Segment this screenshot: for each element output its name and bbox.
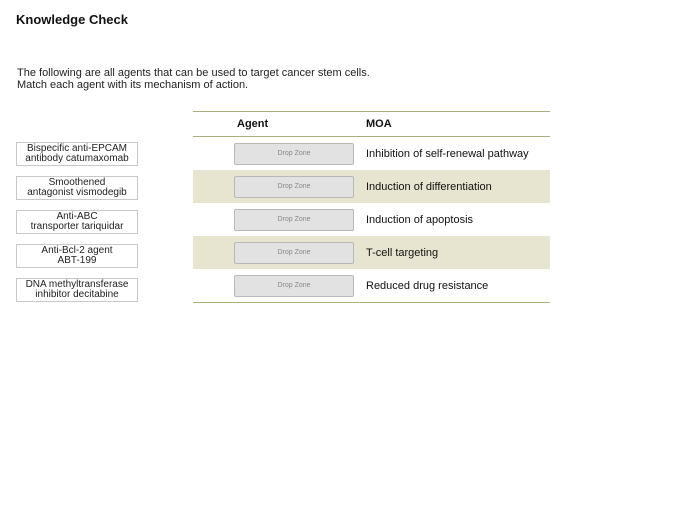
moa-label: Induction of differentiation	[366, 180, 492, 193]
moa-label: Inhibition of self-renewal pathway	[366, 147, 529, 160]
instructions-line-2: Match each agent with its mechanism of action.	[17, 79, 249, 91]
table-row	[193, 203, 550, 236]
agent-card-catumaxomab[interactable]	[16, 142, 138, 166]
agent-card-decitabine[interactable]	[16, 278, 138, 302]
moa-label: T-cell targeting	[366, 246, 439, 259]
table-header	[193, 112, 550, 137]
table-row	[193, 236, 550, 269]
agent-label-line1: Bispecific anti-EPCAM	[26, 143, 128, 154]
drop-zone-4[interactable]: Drop Zone	[234, 242, 354, 264]
drop-cell	[193, 275, 366, 297]
table-row	[193, 269, 550, 302]
moa-label: Reduced drug resistance	[366, 279, 489, 292]
header-agent: Agent	[237, 118, 269, 130]
instructions-line-1: The following are all agents that can be used to target cancer stem cells.	[17, 67, 370, 79]
header-moa: MOA	[366, 118, 392, 130]
drop-zone-1[interactable]: Drop Zone	[234, 143, 354, 165]
agent-label-line2: antibody catumaxomab	[25, 153, 129, 164]
drop-zone-3[interactable]: Drop Zone	[234, 209, 354, 231]
drop-zone-2[interactable]: Drop Zone	[234, 176, 354, 198]
table-row	[193, 137, 550, 170]
agent-card-vismodegib[interactable]	[16, 176, 138, 200]
agent-card-abt199[interactable]	[16, 244, 138, 268]
drop-cell	[193, 176, 366, 198]
agent-label-line2: inhibitor decitabine	[35, 289, 119, 300]
agent-card-tariquidar[interactable]	[16, 210, 138, 234]
agent-label-line1: Anti-Bcl-2 agent	[41, 245, 113, 256]
agent-label-line2: transporter tariquidar	[30, 221, 124, 232]
table-row	[193, 170, 550, 203]
drop-cell	[193, 143, 366, 165]
matching-table	[193, 111, 550, 303]
moa-label: Induction of apoptosis	[366, 213, 474, 226]
instructions	[17, 67, 370, 91]
agent-label-line1: Anti-ABC	[56, 211, 98, 222]
drop-cell	[193, 242, 366, 264]
agent-label-line1: DNA methyltransferase	[25, 279, 129, 290]
agent-label-line1: Smoothened	[48, 177, 106, 188]
agent-label-line2: ABT-199	[57, 255, 97, 266]
page-title: Knowledge Check	[16, 12, 128, 27]
drop-zone-5[interactable]: Drop Zone	[234, 275, 354, 297]
agent-label-line2: antagonist vismodegib	[27, 187, 127, 198]
agent-list	[16, 142, 138, 312]
drop-cell	[193, 209, 366, 231]
